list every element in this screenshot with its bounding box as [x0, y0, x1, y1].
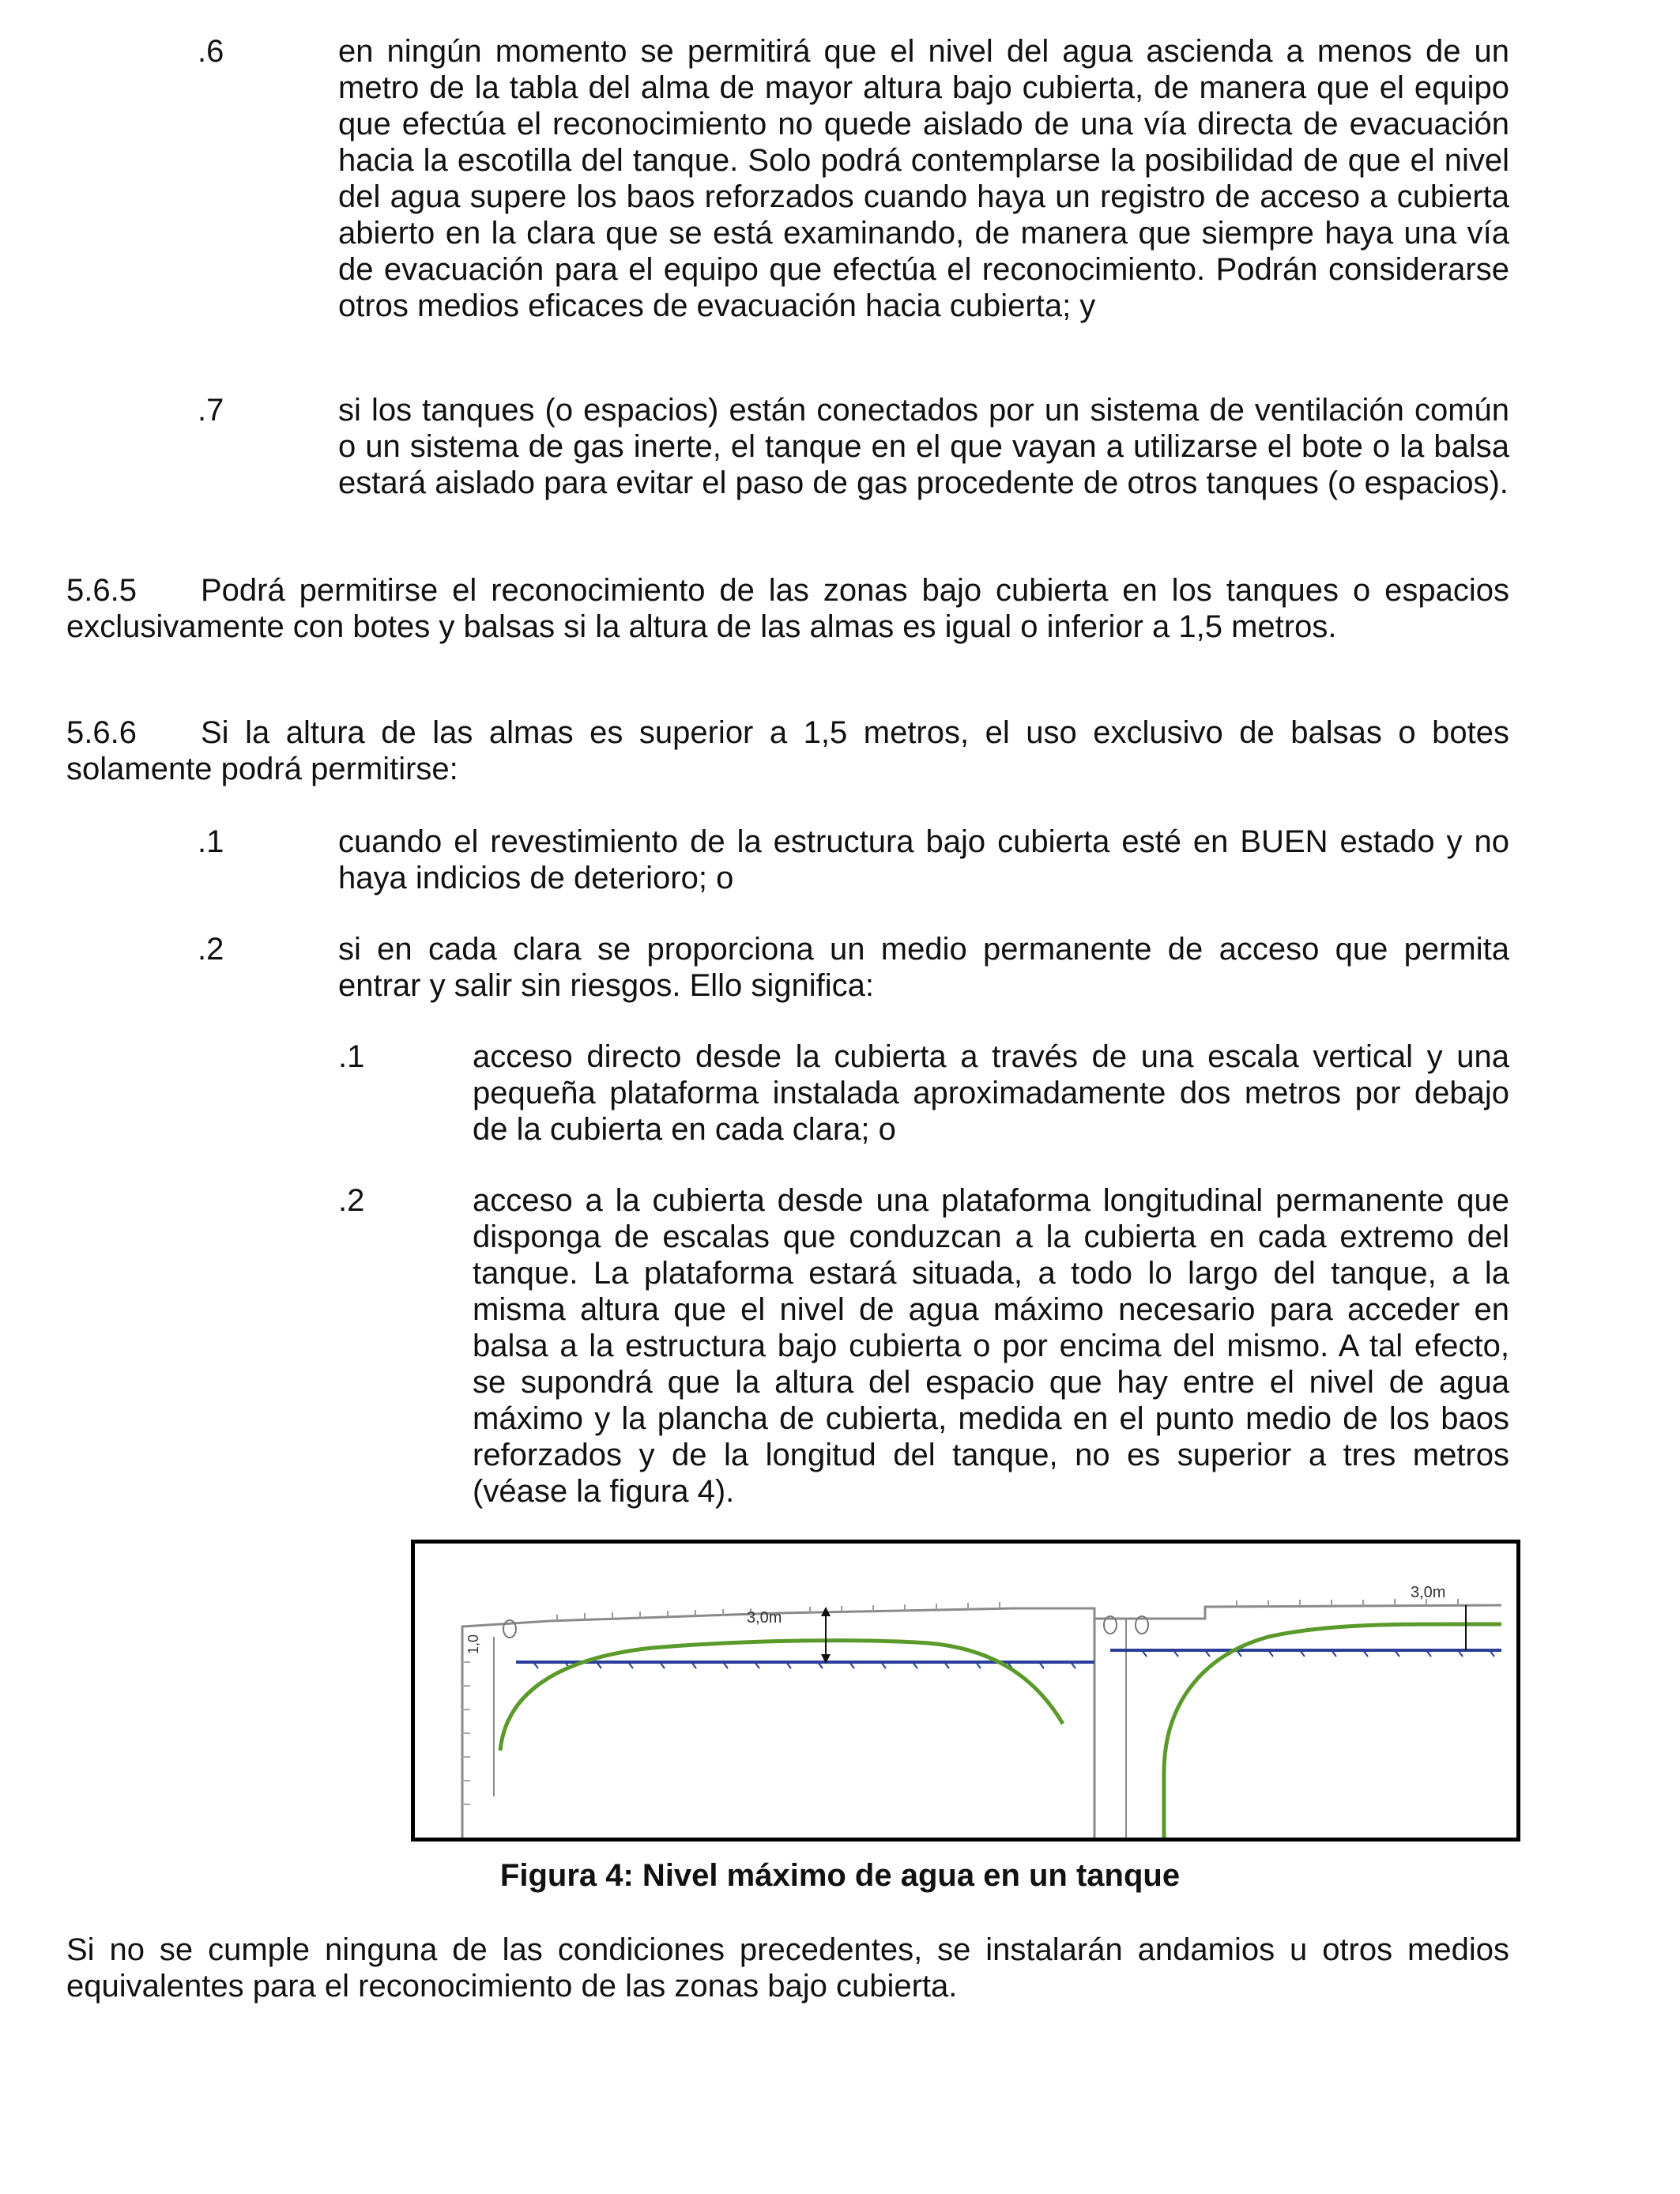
figure-caption: Figura 4: Nivel máximo de agua en un tanque: [499, 1858, 1181, 1893]
paragraph-number: 5.6.6: [66, 715, 137, 750]
item-text: si los tanques (o espacios) están conectados por un sistema de ventilación común o un sistema de gas inerte, el tanque en el que vayan a utilizarse el bote o la balsa estará aislado para evitar el paso de gas procedente de otros tanques (o espacios).: [338, 393, 1509, 500]
paragraph-5-6-6: [66, 714, 1509, 787]
subcondition-text: acceso a la cubierta desde una plataforma longitudinal permanente que disponga de escalas que conduzcan a la cubierta en cada extremo del tanque. La plataforma estará situada, a todo lo largo del tanque, a la misma altura que el nivel de agua máximo necesario para acceder en balsa a la estructura bajo cubierta o por encima del mismo. A tal efecto, se supondrá que la altura del espacio que hay entre el nivel de agua máximo y la plancha de cubierta, medida en el punto medio de los baos reforzados y de la longitud del tanque, no es superior a tres metros (véase la figura 4).: [473, 1183, 1509, 1509]
paragraph-number: 5.6.5: [66, 573, 137, 608]
closing-paragraph: Si no se cumple ninguna de las condiciones precedentes, se instalarán andamios u otros medios equivalentes para el reconocimiento de las zonas bajo cubierta.: [66, 1932, 1509, 2004]
item-number: .7: [198, 393, 224, 428]
subcondition-number: .2: [338, 1183, 365, 1218]
dimension-label: 3,0m: [1411, 1584, 1446, 1601]
paragraph-5-6-5: [66, 572, 1509, 645]
item-number: .6: [198, 34, 224, 69]
condition-text: si en cada clara se proporciona un medio permanente de acceso que permita entrar y salir sin riesgos. Ello significa:: [338, 932, 1509, 1003]
tank-diagram: [415, 1544, 1516, 1838]
condition-number: .1: [198, 824, 224, 859]
condition-text: cuando el revestimiento de la estructura bajo cubierta esté en BUEN estado y no haya indicios de deterioro; o: [338, 824, 1509, 895]
deck-line: [462, 1605, 1501, 1637]
deck-ticks: [557, 1599, 1458, 1621]
water-profile-curve: [1164, 1624, 1501, 1838]
dimension-label: 3,0m: [747, 1609, 782, 1627]
paragraph-text: Si la altura de las almas es superior a 1,5 metros, el uso exclusivo de balsas o botes solamente podrá permitirse:: [66, 715, 1509, 786]
subcondition-text: acceso directo desde la cubierta a través de una escala vertical y una pequeña plataforma instalada aproximadamente dos metros por debajo de la cubierta en cada clara; o: [473, 1039, 1509, 1147]
water-profile-curve: [500, 1641, 1063, 1751]
water-level-hatch: [533, 1650, 1494, 1668]
vertical-dimension-label: 1,0: [465, 1634, 481, 1654]
paragraph-text: Podrá permitirse el reconocimiento de las zonas bajo cubierta en los tanques o espacios exclusivamente con botes y balsas si la altura de las almas es igual o inferior a 1,5 metros.: [66, 573, 1509, 644]
figure-tank-water-level: [411, 1540, 1520, 1842]
subcondition-number: .1: [338, 1039, 365, 1074]
condition-number: .2: [198, 932, 224, 967]
item-text: en ningún momento se permitirá que el nivel del agua ascienda a menos de un metro de la tabla del alma de mayor altura bajo cubierta, de manera que el equipo que efectúa el reconocimiento no quede aislado de una vía directa de evacuación hacia la escotilla del tanque. Solo podrá contemplarse la posibilidad de que el nivel del agua supere los baos reforzados cuando haya un registro de acceso a cubierta abierto en la clara que se está examinando, de manera que siempre haya una vía de evacuación para el equipo que efectúa el reconocimiento. Podrán considerarse otros medios eficaces de evacuación hacia cubierta; y: [338, 34, 1509, 323]
